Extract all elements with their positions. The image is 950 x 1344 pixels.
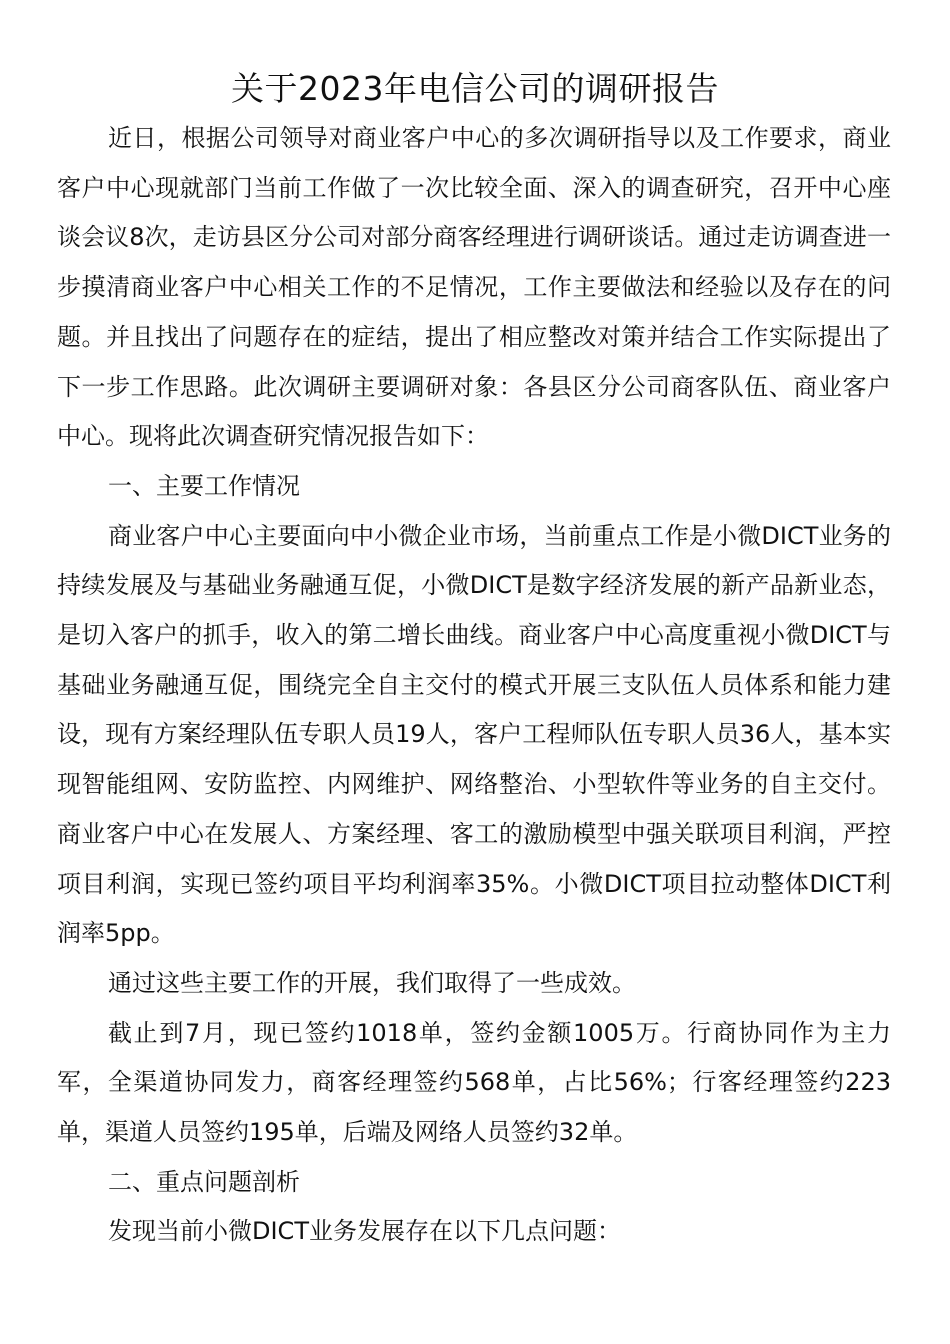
problems-intro-paragraph: 发现当前小微DICT业务发展存在以下几点问题：: [108, 1217, 621, 1246]
section-heading-1: 一、主要工作情况: [108, 471, 300, 500]
work-overview-paragraph: 商业客户中心主要面向中小微企业市场，当前重点工作是小微DICT业务的持续发展及与基础业务融通互促，小微DICT是数字经济发展的新产品新业态，是切入客户的抓手，收入的第二增长曲线。商业客户中心高度重视小微DICT与基础业务融通互促，围绕完全自主交付的模式开展三支队伍人员体系和能力建设，现有方案经理队伍专职人员19人，客户工程师队伍专职人员36人，基本实现智能组网、安防监控、内网维护、网络整治、小型软件等业务的自主交付。商业客户中心在发展人、方案经理、客工的激励模型中强关联项目利润，严控项目利润，实现已签约项目平均利润率35%。小微DICT项目拉动整体DICT利润率5pp。: [57, 521, 891, 948]
intro-paragraph: 近日，根据公司领导对商业客户中心的多次调研指导以及工作要求，商业客户中心现就部门当前工作做了一次比较全面、深入的调查研究，召开中心座谈会议8次，走访县区分公司对部分商客经理进行调研谈话。通过走访调查进一步摸清商业客户中心相关工作的不足情况，工作主要做法和经验以及存在的问题。并且找出了问题存在的症结，提出了相应整改对策并结合工作实际提出了下一步工作思路。此次调研主要调研对象：各县区分公司商客队伍、商业客户中心。现将此次调查研究情况报告如下：: [57, 124, 891, 451]
results-detail-paragraph: 截止到7月，现已签约1018单，签约金额1005万。行商协同作为主力军，全渠道协同发力，商客经理签约568单，占比56%；行客经理签约223单，渠道人员签约195单，后端及网络人员签约32单。: [57, 1018, 891, 1147]
results-intro-paragraph: 通过这些主要工作的开展，我们取得了一些成效。: [108, 968, 636, 997]
section-heading-2: 二、重点问题剖析: [108, 1167, 300, 1196]
document-title: 关于2023年电信公司的调研报告: [231, 69, 719, 108]
document-body: [57, 114, 891, 1257]
